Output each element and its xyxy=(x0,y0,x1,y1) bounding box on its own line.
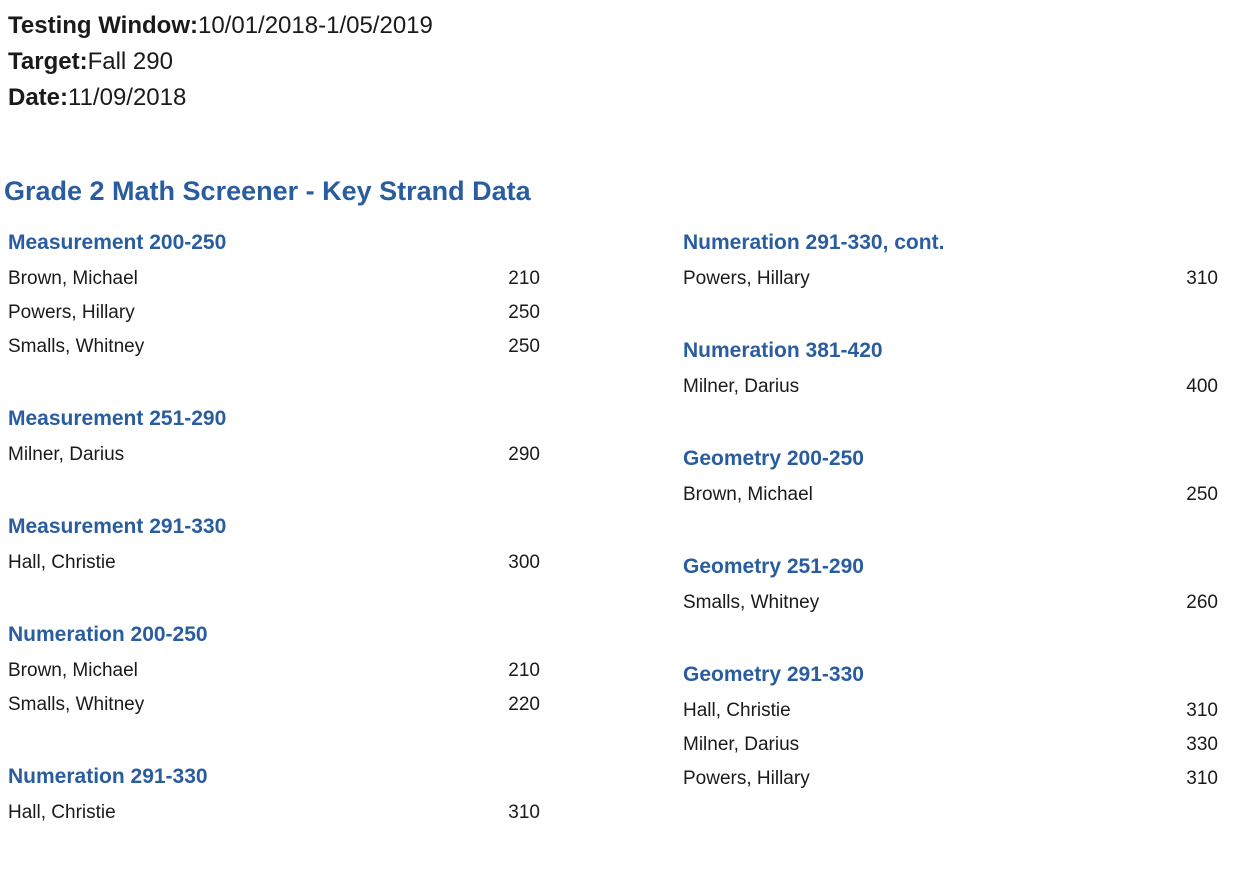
strand-section-title: Measurement 251-290 xyxy=(8,407,227,430)
student-score: 210 xyxy=(508,268,540,289)
student-score: 250 xyxy=(508,336,540,357)
student-name: Milner, Darius xyxy=(8,444,125,465)
student-score: 330 xyxy=(1186,734,1218,755)
student-score: 250 xyxy=(508,302,540,323)
student-row xyxy=(8,330,540,364)
student-name: Milner, Darius xyxy=(683,734,800,755)
student-score: 210 xyxy=(508,660,540,681)
student-row xyxy=(683,586,1218,620)
strand-section-title: Geometry 251-290 xyxy=(683,555,864,578)
strand-section xyxy=(683,228,1218,296)
date-line xyxy=(8,80,433,116)
strand-section-title: Geometry 200-250 xyxy=(683,447,864,470)
student-name: Brown, Michael xyxy=(8,660,138,681)
student-name: Hall, Christie xyxy=(683,700,791,721)
student-name: Powers, Hillary xyxy=(683,768,810,789)
student-name: Smalls, Whitney xyxy=(8,694,145,715)
student-row xyxy=(8,546,540,580)
student-row xyxy=(8,296,540,330)
student-row xyxy=(683,694,1218,728)
testing-window-label: Testing Window: xyxy=(8,12,198,39)
student-name: Hall, Christie xyxy=(8,802,116,823)
strand-section-title: Numeration 381-420 xyxy=(683,339,883,362)
strand-section-title: Numeration 291-330, cont. xyxy=(683,231,945,254)
strand-section-title: Numeration 291-330 xyxy=(8,765,208,788)
target-value: Fall 290 xyxy=(87,48,173,75)
report-header xyxy=(8,8,433,116)
strand-section xyxy=(8,762,540,830)
student-score: 290 xyxy=(508,444,540,465)
student-name: Smalls, Whitney xyxy=(683,592,820,613)
student-row xyxy=(8,688,540,722)
report-title: Grade 2 Math Screener - Key Strand Data xyxy=(4,176,531,206)
student-row xyxy=(8,438,540,472)
target-label: Target: xyxy=(8,48,88,75)
student-score: 310 xyxy=(1186,768,1218,789)
strand-section xyxy=(683,336,1218,404)
student-row xyxy=(8,796,540,830)
student-row xyxy=(683,262,1218,296)
strand-section xyxy=(683,660,1218,796)
student-score: 310 xyxy=(1186,268,1218,289)
strand-section xyxy=(8,228,540,364)
student-name: Powers, Hillary xyxy=(8,302,135,323)
testing-window-line xyxy=(8,8,433,44)
student-name: Brown, Michael xyxy=(683,484,813,505)
student-score: 300 xyxy=(508,552,540,573)
student-name: Milner, Darius xyxy=(683,376,800,397)
testing-window-value: 10/01/2018-1/05/2019 xyxy=(197,12,433,39)
student-name: Powers, Hillary xyxy=(683,268,810,289)
student-score: 220 xyxy=(508,694,540,715)
student-name: Brown, Michael xyxy=(8,268,138,289)
student-row xyxy=(8,262,540,296)
strand-section xyxy=(8,620,540,722)
right-column xyxy=(683,228,1218,836)
student-score: 260 xyxy=(1186,592,1218,613)
strand-section-title: Measurement 200-250 xyxy=(8,231,227,254)
student-row xyxy=(683,478,1218,512)
date-label: Date: xyxy=(8,84,69,111)
student-score: 310 xyxy=(1186,700,1218,721)
strand-section xyxy=(683,444,1218,512)
student-row xyxy=(683,728,1218,762)
strand-section-title: Geometry 291-330 xyxy=(683,663,864,686)
student-row xyxy=(683,762,1218,796)
student-row xyxy=(683,370,1218,404)
strand-section xyxy=(683,552,1218,620)
left-column xyxy=(8,228,540,870)
student-name: Smalls, Whitney xyxy=(8,336,145,357)
student-score: 310 xyxy=(508,802,540,823)
date-value: 11/09/2018 xyxy=(68,84,187,111)
student-row xyxy=(8,654,540,688)
strand-section xyxy=(8,404,540,472)
strand-section-title: Numeration 200-250 xyxy=(8,623,208,646)
student-name: Hall, Christie xyxy=(8,552,116,573)
target-line xyxy=(8,44,433,80)
student-score: 250 xyxy=(1186,484,1218,505)
strand-section-title: Measurement 291-330 xyxy=(8,515,227,538)
student-score: 400 xyxy=(1186,376,1218,397)
strand-section xyxy=(8,512,540,580)
